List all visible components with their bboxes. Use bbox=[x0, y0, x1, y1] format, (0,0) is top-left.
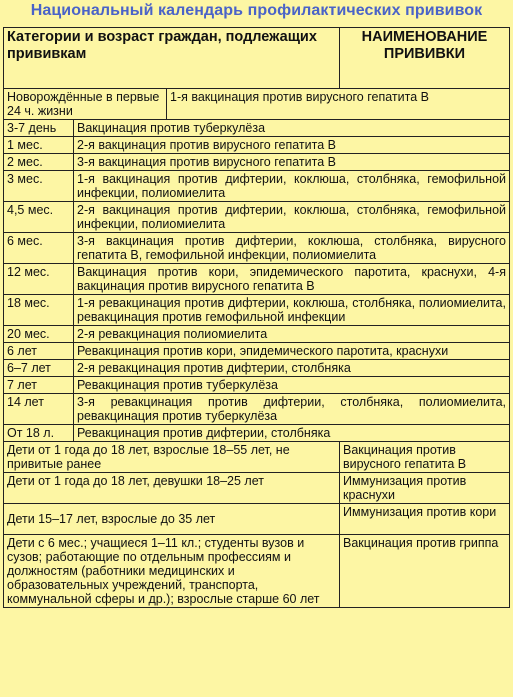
schedule-vaccine: Ревакцинация против дифтерии, столбняка bbox=[74, 425, 510, 442]
schedule-row bbox=[4, 233, 510, 264]
schedule-vaccine: 2-я вакцинация против дифтерии, коклюша, столбняка, гемофильной инфекции, полиомиелита bbox=[74, 202, 510, 233]
schedule-age: 1 мес. bbox=[4, 137, 74, 154]
header-categories: Категории и возраст граждан, подлежащих прививкам bbox=[4, 28, 340, 89]
schedule-age: 6–7 лет bbox=[4, 360, 74, 377]
group-row bbox=[4, 473, 510, 504]
schedule-age: 2 мес. bbox=[4, 154, 74, 171]
schedule-vaccine: Вакцинация против кори, эпидемического паротита, краснухи, 4-я вакцинация против вирусного гепатита В bbox=[74, 264, 510, 295]
schedule-age: 6 мес. bbox=[4, 233, 74, 264]
schedule-age: 3-7 день bbox=[4, 120, 74, 137]
schedule-vaccine: Вакцинация против туберкулёза bbox=[74, 120, 510, 137]
schedule-vaccine: 3-я ревакцинация против дифтерии, столбняка, полиомиелита, ревакцинация против туберкулёза bbox=[74, 394, 510, 425]
schedule-age: 12 мес. bbox=[4, 264, 74, 295]
schedule-row bbox=[4, 343, 510, 360]
group-vaccine: Вакцинация против вирусного гепатита В bbox=[340, 442, 510, 473]
schedule-vaccine: Ревакцинация против туберкулёза bbox=[74, 377, 510, 394]
group-row bbox=[4, 504, 510, 535]
schedule-age: 20 мес. bbox=[4, 326, 74, 343]
group-row bbox=[4, 442, 510, 473]
schedule-age: 3 мес. bbox=[4, 171, 74, 202]
group-vaccine: Иммунизация против кори bbox=[340, 504, 510, 535]
schedule-row bbox=[4, 425, 510, 442]
schedule-row bbox=[4, 377, 510, 394]
page-title: Национальный календарь профилактических прививок bbox=[30, 2, 483, 19]
schedule-row bbox=[4, 171, 510, 202]
group-who: Дети 15–17 лет, взрослые до 35 лет bbox=[4, 504, 340, 535]
schedule-row bbox=[4, 202, 510, 233]
newborn-vaccine: 1-я вакцинация против вирусного гепатита В bbox=[167, 89, 510, 120]
schedule-row bbox=[4, 295, 510, 326]
schedule-age: От 18 л. bbox=[4, 425, 74, 442]
schedule-vaccine: 3-я вакцинация против дифтерии, коклюша, столбняка, вирусного гепатита В, гемофильной инфекции, полиомиелита bbox=[74, 233, 510, 264]
schedule-row bbox=[4, 137, 510, 154]
header-vaccine-name: НАИМЕНОВАНИЕ ПРИВИВКИ bbox=[340, 28, 510, 89]
schedule-row bbox=[4, 120, 510, 137]
schedule-vaccine: 2-я ревакцинация против дифтерии, столбняка bbox=[74, 360, 510, 377]
group-who: Дети от 1 года до 18 лет, взрослые 18–55 лет, не привитые ранее bbox=[4, 442, 340, 473]
schedule-age: 14 лет bbox=[4, 394, 74, 425]
schedule-vaccine: Ревакцинация против кори, эпидемического паротита, краснухи bbox=[74, 343, 510, 360]
vaccination-table bbox=[3, 27, 510, 608]
group-who: Дети с 6 мес.; учащиеся 1–11 кл.; студенты вузов и сузов; работающие по отдельным профессиям и должностям (работники медицинских и образовательных учреждений, транспорта, коммунальной сферы и др.); взрослые старше 60 лет bbox=[4, 535, 340, 608]
schedule-row bbox=[4, 360, 510, 377]
schedule-row bbox=[4, 394, 510, 425]
schedule-age: 6 лет bbox=[4, 343, 74, 360]
schedule-age: 4,5 мес. bbox=[4, 202, 74, 233]
schedule-vaccine: 1-я вакцинация против дифтерии, коклюша, столбняка, гемофильной инфекции, полиомиелита bbox=[74, 171, 510, 202]
group-who: Дети от 1 года до 18 лет, девушки 18–25 лет bbox=[4, 473, 340, 504]
header-row bbox=[4, 28, 510, 89]
schedule-vaccine: 3-я вакцинация против вирусного гепатита В bbox=[74, 154, 510, 171]
schedule-vaccine: 2-я ревакцинация полиомиелита bbox=[74, 326, 510, 343]
schedule-vaccine: 1-я ревакцинация против дифтерии, коклюша, столбняка, полиомиелита, ревакцинация против гемофильной инфекции bbox=[74, 295, 510, 326]
schedule-age: 7 лет bbox=[4, 377, 74, 394]
group-row bbox=[4, 535, 510, 608]
schedule-vaccine: 2-я вакцинация против вирусного гепатита В bbox=[74, 137, 510, 154]
newborn-row bbox=[4, 89, 510, 120]
schedule-row bbox=[4, 154, 510, 171]
schedule-age: 18 мес. bbox=[4, 295, 74, 326]
newborn-age: Новорождённые в первые 24 ч. жизни bbox=[4, 89, 167, 120]
group-vaccine: Вакцинация против гриппа bbox=[340, 535, 510, 608]
schedule-row bbox=[4, 264, 510, 295]
schedule-row bbox=[4, 326, 510, 343]
group-vaccine: Иммунизация против краснухи bbox=[340, 473, 510, 504]
